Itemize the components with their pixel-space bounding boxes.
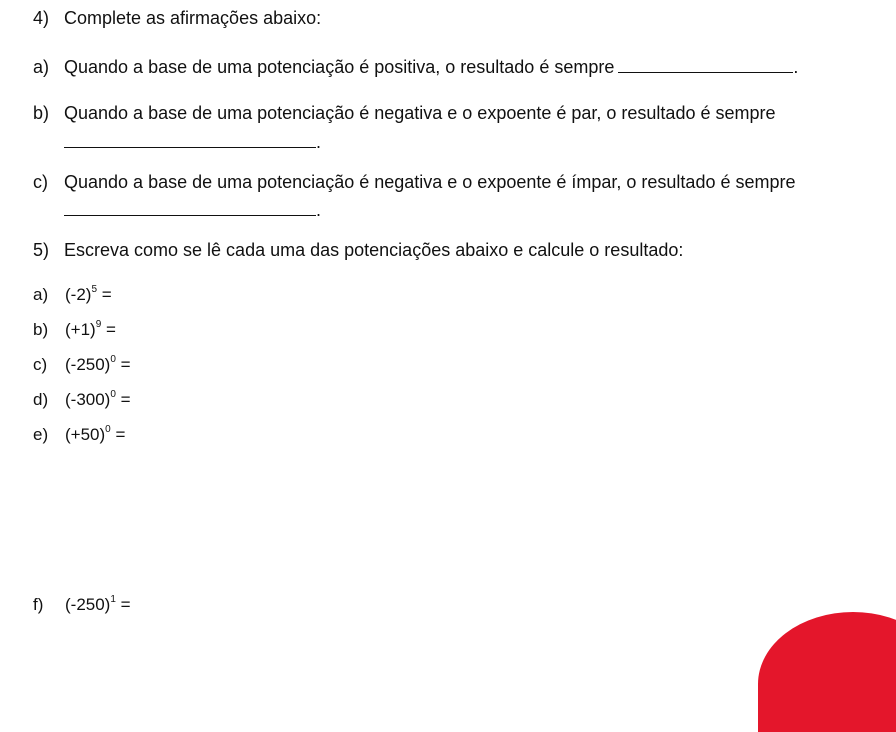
- item-label: e): [33, 425, 49, 444]
- item-end: .: [316, 132, 322, 152]
- power-exponent: 9: [95, 319, 102, 330]
- red-corner-shape: [758, 612, 896, 732]
- question-4c: [33, 172, 796, 193]
- item-label: c): [33, 172, 48, 192]
- power-base: (+1): [65, 320, 96, 339]
- question-number: 5): [33, 240, 50, 260]
- answer-blank[interactable]: [64, 146, 316, 148]
- answer-blank[interactable]: [64, 214, 316, 216]
- power-exponent: 0: [105, 424, 111, 435]
- question-text: Complete as afirmações abaixo:: [64, 8, 322, 28]
- item-text: Quando a base de uma potenciação é negativa e o expoente é par, o resultado é sempre: [64, 103, 776, 123]
- answer-blank[interactable]: [618, 71, 793, 73]
- power-base: (-300): [65, 390, 111, 409]
- item-label: c): [33, 355, 48, 374]
- question-4c-answer-line: [64, 200, 321, 221]
- item-label: b): [33, 320, 49, 339]
- item-label: a): [33, 57, 50, 77]
- power-base: (-250): [65, 595, 111, 614]
- item-label: a): [33, 285, 49, 304]
- power-base: (-2): [65, 285, 92, 304]
- item-label: f): [33, 595, 44, 614]
- item-label: b): [33, 103, 50, 123]
- equals-sign: =: [101, 285, 112, 304]
- power-exponent: 0: [110, 354, 116, 365]
- list-item: [33, 425, 125, 445]
- list-item: [33, 285, 112, 305]
- power-exponent: 1: [110, 594, 116, 605]
- power-base: (-250): [65, 355, 111, 374]
- list-item: [33, 595, 131, 615]
- power-exponent: 0: [110, 389, 116, 400]
- question-4b: [33, 103, 776, 124]
- item-end: .: [793, 57, 799, 77]
- question-5-title: [33, 240, 683, 261]
- list-item: [33, 355, 131, 375]
- item-label: d): [33, 390, 49, 409]
- list-item: [33, 320, 116, 340]
- item-text: Quando a base de uma potenciação é positiva, o resultado é sempre: [64, 57, 615, 77]
- question-4-title: [33, 8, 321, 29]
- question-text: Escreva como se lê cada uma das potenciações abaixo e calcule o resultado:: [64, 240, 684, 260]
- equals-sign: =: [120, 390, 131, 409]
- item-end: .: [316, 200, 322, 220]
- question-number: 4): [33, 8, 50, 28]
- item-text: Quando a base de uma potenciação é negativa e o expoente é ímpar, o resultado é sempre: [64, 172, 796, 192]
- equals-sign: =: [120, 355, 131, 374]
- question-4a: [33, 57, 798, 78]
- equals-sign: =: [106, 320, 116, 339]
- equals-sign: =: [115, 425, 126, 444]
- list-item: [33, 390, 131, 410]
- power-base: (+50): [65, 425, 106, 444]
- power-exponent: 5: [91, 284, 98, 295]
- question-4b-answer-line: [64, 132, 321, 153]
- equals-sign: =: [120, 595, 131, 614]
